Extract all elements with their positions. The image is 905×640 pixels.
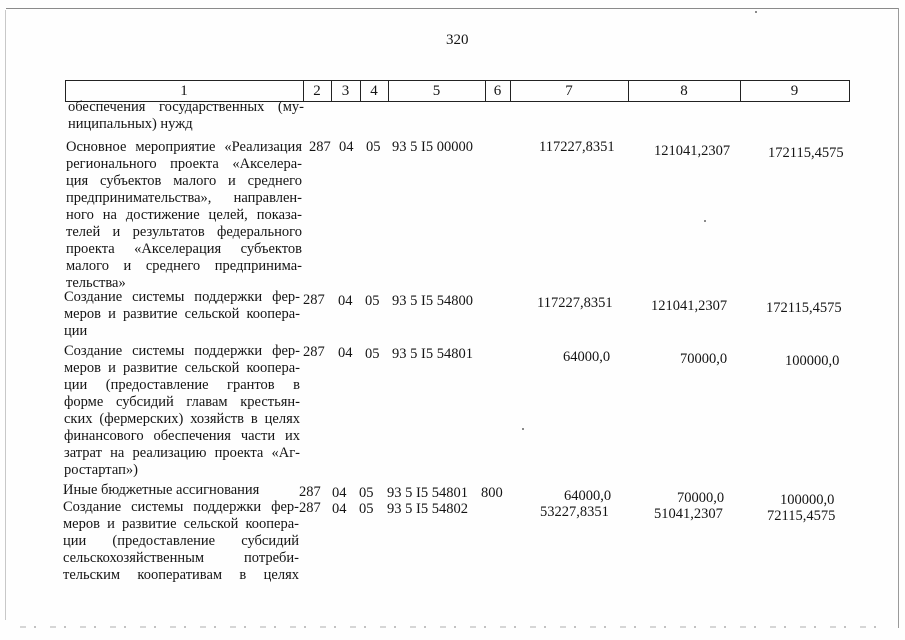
value-col-7: 117227,8351 [537, 295, 613, 311]
value-col-8: 51041,2307 [654, 506, 723, 522]
description-line: тельским кооперативам в целях [63, 567, 299, 583]
subsection-code: 05 [365, 346, 380, 362]
target-article-code: 93 5 I5 54802 [387, 501, 468, 517]
header-col-9: 9 [790, 83, 799, 99]
description-line: Иные бюджетные ассигнования [63, 482, 260, 498]
value-col-7: 64000,0 [564, 488, 612, 504]
section-code: 04 [332, 501, 347, 517]
subsection-code: 05 [366, 139, 381, 155]
value-col-8: 70000,0 [680, 351, 728, 367]
description-line: меров и развитие сельской коопера- [63, 516, 299, 532]
value-col-8: 121041,2307 [654, 143, 731, 159]
admin-code: 287 [299, 484, 321, 500]
description-line: ции (предоставление субсидий [63, 533, 299, 549]
table-row-description [68, 116, 304, 133]
expense-type-code: 800 [481, 485, 503, 501]
description-line: ских (фермерских) хозяйств в целях [64, 411, 300, 427]
description-line: сельскохозяйственным потреби- [63, 550, 299, 566]
page-border-left [5, 10, 6, 620]
description-line: форме субсидий главам крестьян- [64, 394, 300, 410]
value-col-9: 72115,4575 [767, 508, 836, 524]
admin-code: 287 [309, 139, 331, 155]
header-divider [849, 80, 850, 102]
header-col-4: 4 [370, 83, 378, 99]
description-line: затрат на реализацию проекта «Аг- [64, 445, 300, 461]
description-line: Создание системы поддержки фер- [64, 343, 300, 359]
header-col-3: 3 [341, 83, 350, 99]
value-col-9: 100000,0 [780, 492, 835, 508]
value-col-8: 121041,2307 [651, 298, 728, 314]
description-line: малого и среднего предпринима- [66, 258, 302, 274]
scan-speck [704, 220, 706, 222]
description-line: предпринимательства», направлен- [66, 190, 302, 206]
value-col-7: 64000,0 [563, 349, 611, 365]
section-code: 04 [339, 139, 354, 155]
header-col-5: 5 [432, 83, 441, 99]
scan-speck [755, 11, 757, 13]
target-article-code: 93 5 I5 54801 [387, 485, 468, 501]
header-col-2: 2 [313, 83, 321, 99]
header-col-7: 7 [565, 83, 573, 99]
target-article-code: 93 5 I5 00000 [392, 139, 473, 155]
description-line: регионального проекта «Акселера- [66, 156, 302, 172]
value-col-9: 172115,4575 [768, 145, 844, 161]
section-code: 04 [338, 293, 353, 309]
description-line: меров и развитие сельской коопера- [64, 306, 300, 322]
description-line: проекта «Акселерация субъектов [66, 241, 302, 257]
description-line: Создание системы поддержки фер- [64, 289, 300, 305]
page-number: 320 [446, 32, 469, 48]
description-line: телей и результатов федерального [66, 224, 302, 240]
value-col-9: 172115,4575 [766, 300, 842, 316]
admin-code: 287 [303, 292, 325, 308]
description-line: тельства» [66, 275, 126, 291]
description-line: ростартап») [64, 462, 138, 478]
value-col-7: 53227,8351 [540, 504, 609, 520]
description-line: ниципальных) нужд [68, 116, 193, 132]
description-line: Создание системы поддержки фер- [63, 499, 299, 515]
subsection-code: 05 [365, 293, 380, 309]
section-code: 04 [338, 345, 353, 361]
value-col-8: 70000,0 [677, 490, 725, 506]
header-col-6: 6 [493, 83, 502, 99]
page-border-right [898, 8, 899, 628]
description-line: Основное мероприятие «Реализация [66, 139, 302, 155]
description-line: ция субъектов малого и среднего [66, 173, 302, 189]
value-col-7: 117227,8351 [539, 139, 615, 155]
description-line: ного на достижение целей, показа- [66, 207, 302, 223]
value-col-9: 100000,0 [785, 353, 840, 369]
admin-code: 287 [299, 500, 321, 516]
scan-speck [522, 428, 524, 430]
description-line: ции [64, 323, 88, 339]
table-row-description [68, 99, 304, 116]
description-line: меров и развитие сельской коопера- [64, 360, 300, 376]
section-code: 04 [332, 485, 347, 501]
header-col-1: 1 [180, 83, 188, 99]
page-border-top [6, 8, 899, 9]
description-line: финансового обеспечения части их [64, 428, 300, 444]
target-article-code: 93 5 I5 54801 [392, 346, 473, 362]
scan-edge-noise [20, 626, 880, 628]
admin-code: 287 [303, 344, 325, 360]
header-col-8: 8 [680, 83, 688, 99]
target-article-code: 93 5 I5 54800 [392, 293, 473, 309]
description-line: обеспечения государственных (му- [68, 99, 304, 115]
subsection-code: 05 [359, 485, 374, 501]
description-line: ции (предоставление грантов в [64, 377, 300, 393]
subsection-code: 05 [359, 501, 374, 517]
